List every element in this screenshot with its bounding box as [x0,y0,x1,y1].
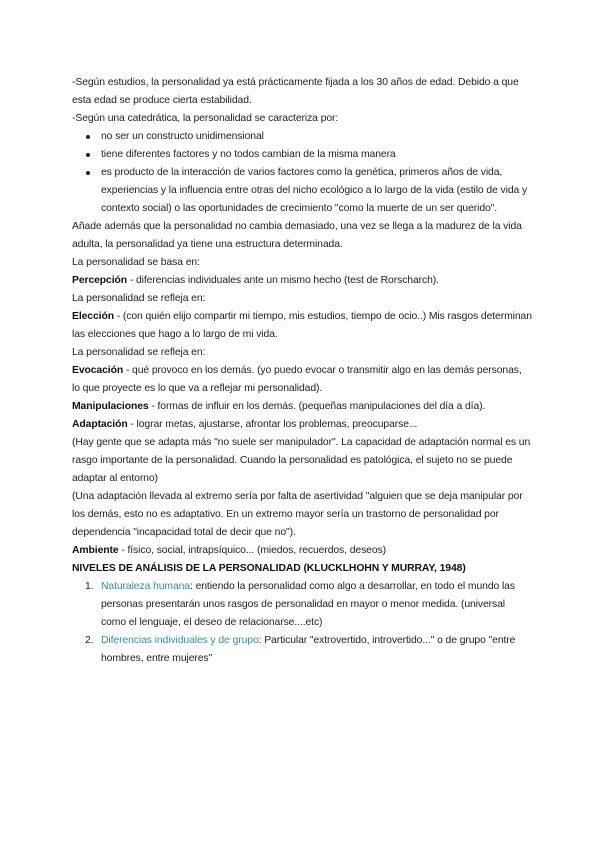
adaptacion-paragraph [72,416,532,434]
refleja-label-1: La personalidad se refleja en: [72,293,206,304]
evocacion-text: - qué provoco en los demás. (yo puedo evocar o transmitir algo en las demás personas, lo que proyecte es lo que va a reflejar mi personalidad). [72,365,522,394]
manipulaciones-text: - formas de influir en los demás. (pequeñas manipulaciones del día a día). [148,401,486,412]
percepcion-paragraph [72,272,532,290]
list-item [85,578,532,632]
percepcion-text: - diferencias individuales ante un mismo hecho (test de Rorscharch). [127,275,439,286]
list-item: es producto de la interacción de varios factores como la genética, primeros años de vida, experiencias y la influencia entre otras del nicho ecológico a lo largo de la vida (estilo de vida y contexto social) o las oportunidades de crecimiento "como la muerte de un ser querido". [101,164,532,218]
adaptation-note-2: (Una adaptación llevada al extremo sería por falta de asertividad "alguien que se deja manipular por los demás, esto no es adaptativo. En un extremo mayor sería un trastorno de personalidad por dependencia "incapacidad total de decir que no"). [72,491,523,538]
level-text: : Particular "extrovertido, introvertido..." o de grupo "entre hombres, entre mujeres" [101,635,516,664]
levels-list [72,578,532,668]
level-number: 2. [85,635,94,646]
eleccion-text: - (con quién elijo compartir mi tiempo, mis estudios, tiempo de ocio..) Mis rasgos determinan las elecciones que hago a lo largo de mi vida. [72,311,532,340]
intro-paragraph-1: -Según estudios, la personalidad ya está prácticamente fijada a los 30 años de edad. Debido a que esta edad se produce cierta estabilidad. [72,77,519,106]
percepcion-term: Percepción [72,275,128,286]
list-item [85,632,532,668]
madurez-paragraph: Añade además que la personalidad no cambia demasiado, una vez se llega a la madurez de la vida adulta, la personalidad ya tiene una estructura determinada. [72,221,522,250]
manipulaciones-paragraph [72,398,532,416]
intro-paragraph-2: -Según una catedrática, la personalidad se caracteriza por: [72,113,339,124]
refleja-label-2: La personalidad se refleja en: [72,347,206,358]
level-number: 1. [85,581,94,592]
adaptacion-text: - lograr metas, ajustarse, afrontar los problemas, preocuparse... [127,419,418,430]
manipulaciones-term: Manipulaciones [72,401,149,412]
eleccion-paragraph [72,308,532,344]
level-text: : entiendo la personalidad como algo a desarrollar, en todo el mundo las personas presentarán unos rasgos de personalidad en mayor o menor medida. (universal como el lenguaje, el deseo de relacionarse....etc) [101,581,515,628]
adaptacion-term: Adaptación [72,419,128,430]
evocacion-paragraph [72,362,532,398]
basa-label: La personalidad se basa en: [72,257,200,268]
level-title-link[interactable]: Naturaleza humana [101,581,190,592]
list-item: tiene diferentes factores y no todos cambian de la misma manera [101,146,532,164]
adaptation-note-1: (Hay gente que se adapta más "no suele ser manipulador". La capacidad de adaptación normal es un rasgo importante de la personalidad. Cuando la personalidad es patológica, el sujeto no se puede adaptar al entorno) [72,437,531,484]
eleccion-term: Elección [72,311,114,322]
ambiente-term: Ambiente [72,545,119,556]
characteristics-list [72,128,532,218]
ambiente-paragraph [72,542,532,560]
evocacion-term: Evocación [72,365,124,376]
section-heading: NIVELES DE ANÁLISIS DE LA PERSONALIDAD (KLUCKLHOHN Y MURRAY, 1948) [72,563,466,574]
ambiente-text: - físico, social, intrapsíquico... (miedos, recuerdos, deseos) [118,545,386,556]
level-title-link[interactable]: Diferencias individuales y de grupo [101,635,259,646]
list-item: no ser un constructo unidimensional [101,128,532,146]
